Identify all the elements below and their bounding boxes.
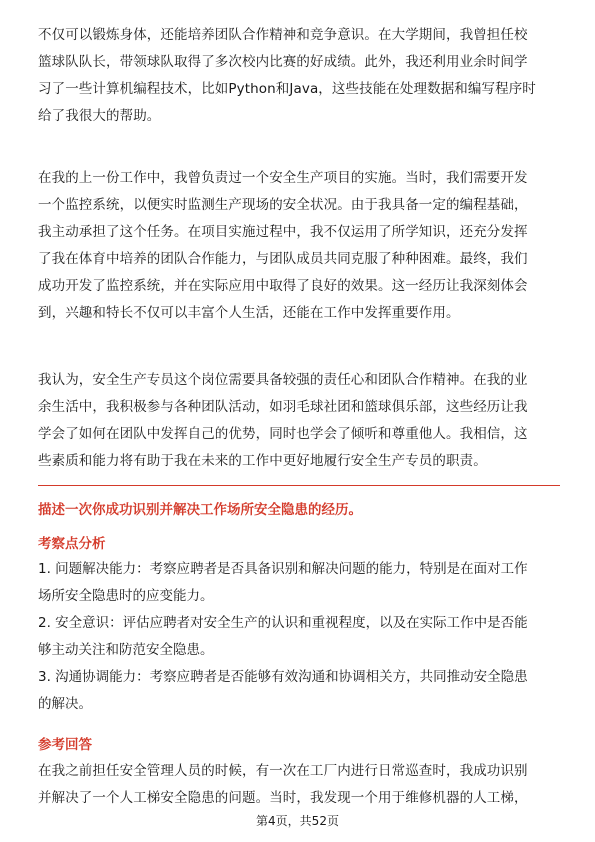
paragraph-line: 不仅可以锻炼身体，还能培养团队合作精神和竞争意识。在大学期间，我曾担任校 [38, 27, 528, 43]
paragraph-line: 习了一些计算机编程技术，比如Python和Java，这些技能在处理数据和编写程序时 [38, 81, 536, 97]
paragraph-line: 我主动承担了这个任务。在项目实施过程中，我不仅运用了所学知识，还充分发挥 [38, 224, 528, 240]
paragraph-line: 一个监控系统，以便实时监测生产现场的安全状况。由于我具备一定的编程基础， [38, 197, 528, 213]
paragraph-line: 成功开发了监控系统，并在实际应用中取得了良好的效果。这一经历让我深刻体会 [38, 278, 528, 294]
point-line: 场所安全隐患时的应变能力。 [38, 588, 214, 604]
analysis-points [38, 556, 560, 718]
belief-paragraph [38, 367, 560, 475]
interview-question [38, 500, 560, 520]
paragraph-line: 了我在体育中培养的团队合作能力，与团队成员共同克服了种种困难。最终，我们 [38, 251, 528, 267]
point-line: 2. 安全意识：评估应聘者对安全生产的认识和重视程度，以及在实际工作中是否能 [38, 615, 528, 631]
paragraph-line: 我认为，安全生产专员这个岗位需要具备较强的责任心和团队合作精神。在我的业 [38, 372, 528, 388]
answer-paragraph [38, 758, 560, 812]
analysis-heading: 考察点分析 [38, 536, 106, 552]
page-number-footer: 第4页，共52页 [256, 814, 339, 828]
paragraph-line: 给了我很大的帮助。 [38, 108, 161, 124]
paragraph-line: 些素质和能力将有助于我在未来的工作中更好地履行安全生产专员的职责。 [38, 453, 487, 469]
point-line: 的解决。 [38, 696, 92, 712]
intro-paragraph [38, 22, 560, 130]
paragraph-line: 篮球队队长，带领球队取得了多次校内比赛的好成绩。此外，我还利用业余时间学 [38, 54, 528, 70]
work-paragraph [38, 165, 560, 327]
paragraph-line: 在我之前担任安全管理人员的时候，有一次在工厂内进行日常巡查时，我成功识别 [38, 763, 528, 779]
paragraph-line: 在我的上一份工作中，我曾负责过一个安全生产项目的实施。当时，我们需要开发 [38, 170, 528, 186]
paragraph-line: 学会了如何在团队中发挥自己的优势，同时也学会了倾听和尊重他人。我相信，这 [38, 426, 528, 442]
question-divider [38, 485, 560, 486]
paragraph-line: 到，兴趣和特长不仅可以丰富个人生活，还能在工作中发挥重要作用。 [38, 305, 460, 321]
paragraph-line: 并解决了一个人工梯安全隐患的问题。当时，我发现一个用于维修机器的人工梯， [38, 790, 528, 806]
paragraph-line: 余生活中，我积极参与各种团队活动，如羽毛球社团和篮球俱乐部，这些经历让我 [38, 399, 528, 415]
answer-heading: 参考回答 [38, 737, 92, 753]
point-line: 够主动关注和防范安全隐患。 [38, 642, 214, 658]
question-text: 描述一次你成功识别并解决工作场所安全隐患的经历。 [38, 502, 362, 518]
point-line: 1. 问题解决能力：考察应聘者是否具备识别和解决问题的能力，特别是在面对工作 [38, 561, 528, 577]
point-line: 3. 沟通协调能力：考察应聘者是否能够有效沟通和协调相关方，共同推动安全隐患 [38, 669, 528, 685]
